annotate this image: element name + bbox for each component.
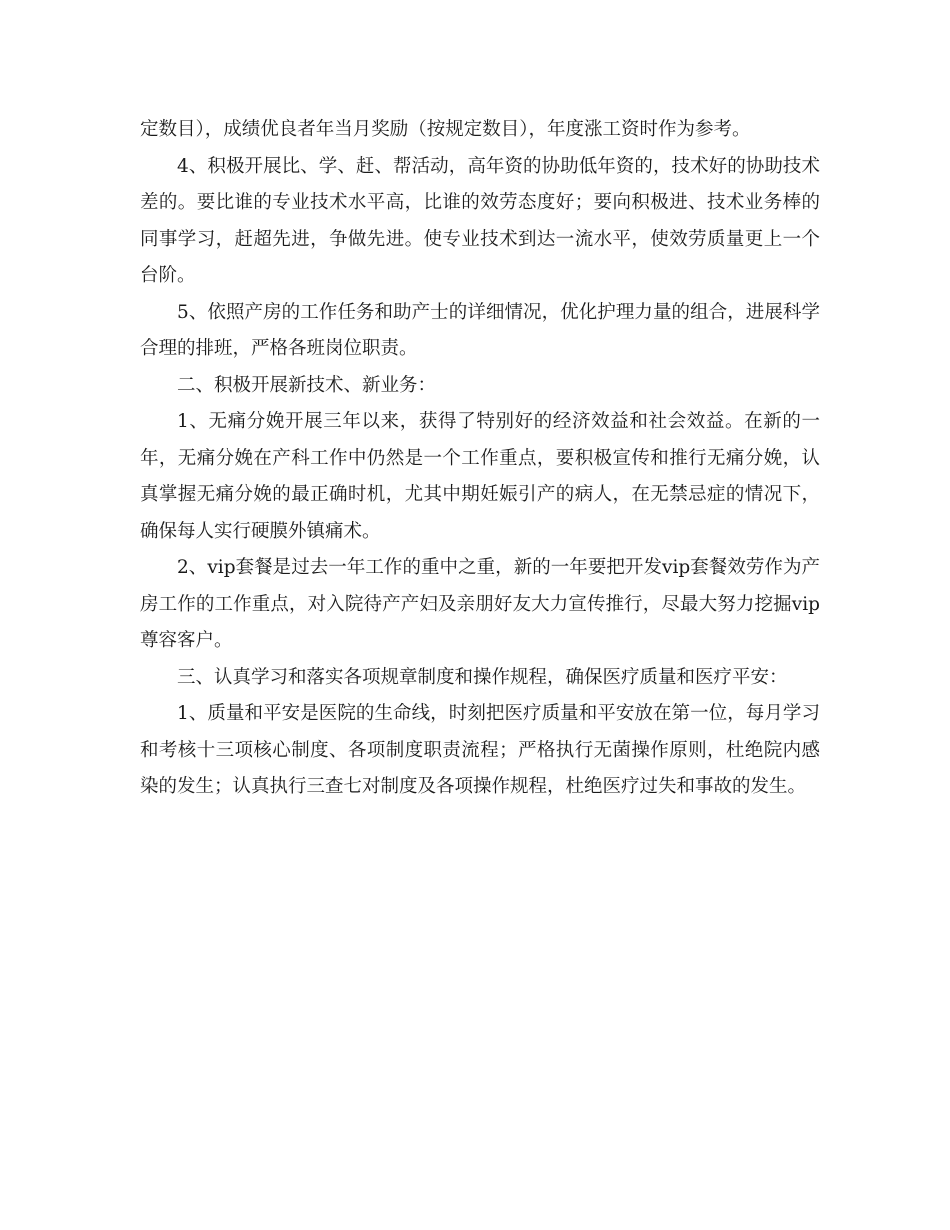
paragraph-section2-item-2: 2、vip套餐是过去一年工作的重中之重，新的一年要把开发vip套餐效劳作为产房工作的工作重点，对入院待产产妇及亲朋好友大力宣传推行，尽最大努力挖掘vip尊容客户。: [140, 557, 820, 651]
paragraph-item-4: 4、积极开展比、学、赶、帮活动，高年资的协助低年资的，技术好的协助技术差的。要比谁的专业技术水平高，比谁的效劳态度好；要向积极进、技术业务棒的同事学习，赶超先进，争做先进。使专业技术到达一流水平，使效劳质量更上一个台阶。: [140, 155, 820, 286]
section-heading-3: 三、认真学习和落实各项规章制度和操作规程，确保医疗质量和医疗平安：: [177, 666, 788, 688]
paragraph-continuation: 定数目），成绩优良者年当月奖励（按规定数目），年度涨工资时作为参考。: [140, 119, 751, 140]
paragraph-item-5: 5、依照产房的工作任务和助产士的详细情况，优化护理力量的组合，进展科学合理的排班，严格各班岗位职责。: [140, 301, 820, 359]
document-body: [140, 112, 820, 806]
section-heading-2: 二、积极开展新技术、新业务：: [177, 374, 437, 396]
paragraph-section3-item-1: 1、质量和平安是医院的生命线，时刻把医疗质量和平安放在第一位，每月学习和考核十三项核心制度、各项制度职责流程；严格执行无菌操作原则，杜绝院内感染的发生；认真执行三查七对制度及各项操作规程，杜绝医疗过失和事故的发生。: [140, 703, 820, 797]
paragraph-section2-item-1: 1、无痛分娩开展三年以来，获得了特别好的经济效益和社会效益。在新的一年，无痛分娩在产科工作中仍然是一个工作重点，要积极宣传和推行无痛分娩，认真掌握无痛分娩的最正确时机，尤其中期妊娠引产的病人，在无禁忌症的情况下，确保每人实行硬膜外镇痛术。: [140, 411, 820, 542]
